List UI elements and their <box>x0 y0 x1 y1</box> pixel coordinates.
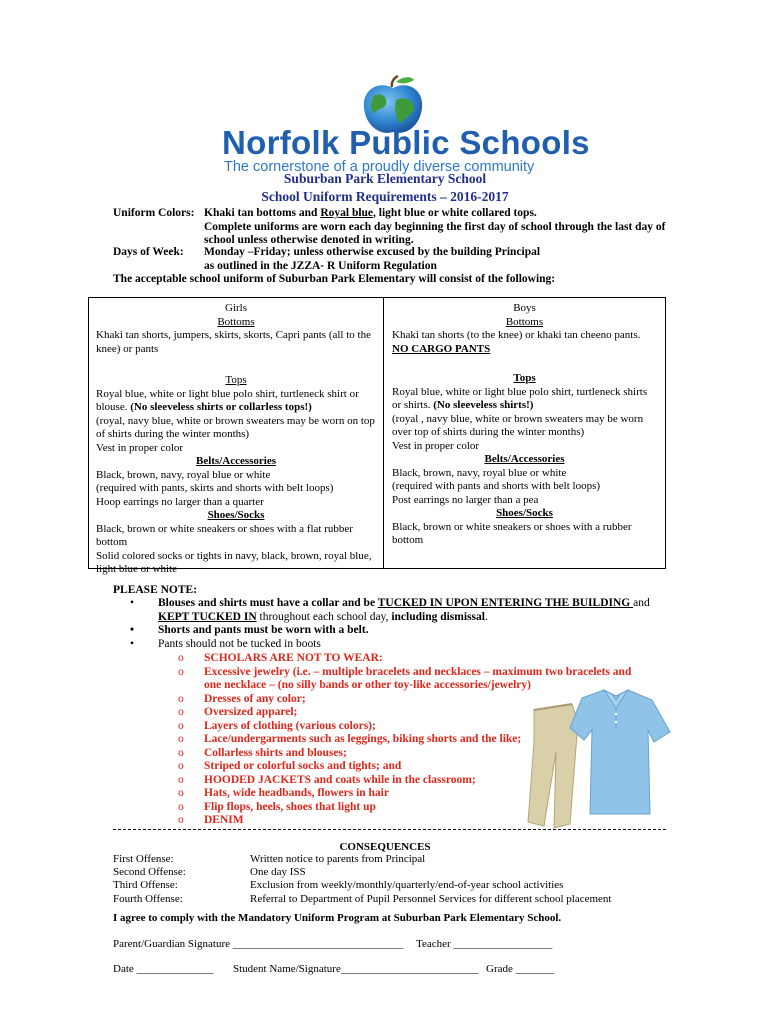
not-to-wear-text: Collarless shirts and blouses; <box>204 746 347 759</box>
bullet-belt: • Shorts and pants must be worn with a belt. <box>130 624 650 638</box>
section-divider <box>113 829 666 830</box>
list-marker: o <box>178 787 184 799</box>
girls-heading: Girls <box>225 302 247 314</box>
boys-belts-text: Black, brown, navy, royal blue or white <box>392 466 567 479</box>
boys-column <box>384 298 665 568</box>
girls-bottoms-heading: Bottoms <box>217 315 255 328</box>
bullet-boots: • Pants should not be tucked in boots <box>130 638 650 652</box>
boys-sweater-note: (royal , navy blue, white or brown sweaters may be worn over top of shirts during the winter months) <box>392 412 644 438</box>
student-signature-field[interactable]: Student Name/Signature_________________________ <box>233 963 479 975</box>
girls-earrings-note: Hoop earrings no larger than a quarter <box>96 495 264 508</box>
list-marker: o <box>178 746 184 759</box>
not-to-wear-text: SCHOLARS ARE NOT TO WEAR: <box>204 652 383 664</box>
parent-signature-field[interactable]: Parent/Guardian Signature _______________________________ <box>113 938 404 950</box>
offense-text: One day ISS <box>250 866 306 879</box>
not-to-wear-text: DENIM <box>204 814 244 826</box>
brand-name: Norfolk Public Schools <box>222 124 590 161</box>
date-field[interactable]: Date ______________ <box>113 963 214 975</box>
days-of-week-label: Days of Week: <box>113 246 184 258</box>
consequences-title: CONSEQUENCES <box>339 841 431 853</box>
girls-tops-text: Royal blue, white or light blue polo shirt, turtleneck shirt or blouse. (No sleeveless shirts or collarless tops!) <box>96 387 359 413</box>
boys-shoes-text: Black, brown or white sneakers or shoes with a rubber bottom <box>392 520 632 546</box>
uniform-colors-text: Khaki tan bottoms and Royal blue, light blue or white collared tops. Complete uniforms are worn each day beginning the first day of school through the last day of school unless otherwise denoted in writing. <box>204 207 666 246</box>
brand-tagline: The cornerstone of a proudly diverse community <box>224 159 535 175</box>
not-to-wear-text: Oversized apparel; <box>204 706 298 718</box>
girls-tops-heading: Tops <box>225 374 247 386</box>
girls-column <box>89 298 384 575</box>
boys-vest-note: Vest in proper color <box>392 439 480 452</box>
girls-socks-text: Solid colored socks or tights in navy, black, brown, royal blue, light blue or white <box>96 549 372 575</box>
not-to-wear-text: Hats, wide headbands, flowers in hair <box>204 787 389 799</box>
girls-bottoms-text: Khaki tan shorts, jumpers, skirts, skorts, Capri pants (all to the knee) or pants <box>96 329 371 355</box>
please-note-title: PLEASE NOTE: <box>113 584 198 596</box>
not-to-wear-text: Excessive jewelry (i.e. – multiple bracelets and necklaces – maximum two bracelets and one necklace – (no silly bands or other toy-like accessories/jewelry) <box>204 665 632 691</box>
grade-field[interactable]: Grade _______ <box>486 963 555 975</box>
girls-sweater-note: (royal, navy blue, white or brown sweaters may be worn on top of shirts during the winter months) <box>96 414 375 440</box>
offense-labels <box>113 853 186 906</box>
uniform-colors-label: Uniform Colors: <box>113 207 195 219</box>
offense-text: Referral to Department of Pupil Personnel Services for different school placement <box>250 892 612 905</box>
uniform-table <box>88 297 666 575</box>
girls-shoes-text: Black, brown or white sneakers or shoes with a flat rubber bottom <box>96 522 353 548</box>
teacher-field[interactable]: Teacher __________________ <box>416 938 553 950</box>
list-marker: o <box>178 692 184 705</box>
girls-belts-note: (required with pants, skirts and shorts with belt loops) <box>96 482 334 494</box>
document-title: School Uniform Requirements – 2016-2017 <box>261 189 509 204</box>
not-to-wear-text: Layers of clothing (various colors); <box>204 719 376 732</box>
school-name: Suburban Park Elementary School <box>283 171 487 186</box>
boys-tops-heading: Tops <box>513 372 536 384</box>
boys-bottoms-heading: Bottoms <box>505 315 544 328</box>
days-of-week-text: Monday –Friday; unless otherwise excused by the building Principal as outlined in the JZZA- R Uniform Regulation <box>204 246 541 272</box>
not-to-wear-text: Flip flops, heels, shoes that light up <box>204 800 376 813</box>
boys-cargo-note: NO CARGO PANTS <box>392 342 491 355</box>
list-marker: o <box>178 800 184 813</box>
not-to-wear-heading <box>178 652 648 666</box>
list-marker: o <box>178 733 184 745</box>
list-marker: o <box>178 665 184 678</box>
norfolk-logo <box>200 74 590 175</box>
not-to-wear-text: Dresses of any color; <box>204 692 306 705</box>
list-marker: o <box>178 814 184 826</box>
girls-shoes-heading: Shoes/Socks <box>207 509 265 521</box>
list-marker: o <box>178 773 184 786</box>
boys-belts-note: (required with pants and shorts with belt loops) <box>392 480 601 492</box>
offense-label: First Offense: <box>113 853 174 865</box>
agreement-statement: I agree to comply with the Mandatory Uniform Program at Suburban Park Elementary School. <box>113 912 562 924</box>
offense-consequences <box>250 853 611 906</box>
note-bullets <box>130 597 650 651</box>
girls-belts-heading: Belts/Accessories <box>195 455 277 467</box>
offense-label: Fourth Offense: <box>113 892 183 905</box>
offense-label: Second Offense: <box>113 866 186 879</box>
offense-label: Third Offense: <box>113 879 178 892</box>
boys-tops-text: Royal blue, white or light blue polo shirt, turtleneck shirts or shirts. (No sleeveless shirts!) <box>392 385 648 411</box>
boys-earrings-note: Post earrings no larger than a pea <box>392 493 539 506</box>
list-marker: o <box>178 760 184 772</box>
list-marker: o <box>178 719 184 732</box>
offense-text: Exclusion from weekly/monthly/quarterly/end-of-year school activities <box>250 879 564 892</box>
boys-belts-heading: Belts/Accessories <box>484 453 565 465</box>
acceptable-uniform-statement: The acceptable school uniform of Suburban Park Elementary will consist of the following: <box>113 273 556 285</box>
boys-heading: Boys <box>513 302 536 314</box>
not-to-wear-text: Lace/undergarments such as leggings, biking shorts and the like; <box>204 733 522 745</box>
list-marker: o <box>178 706 184 718</box>
girls-belts-text: Black, brown, navy, royal blue or white <box>96 468 271 481</box>
offense-text: Written notice to parents from Principal <box>250 853 426 865</box>
not-to-wear-text: Striped or colorful socks and tights; and <box>204 760 402 772</box>
boys-bottoms-text: Khaki tan shorts (to the knee) or khaki tan cheeno pants. <box>392 329 641 341</box>
boys-shoes-heading: Shoes/Socks <box>496 507 553 519</box>
girls-vest-note: Vest in proper color <box>96 441 184 454</box>
not-to-wear-text: HOODED JACKETS and coats while in the classroom; <box>204 773 476 786</box>
uniform-clothing-image <box>520 682 672 830</box>
bullet-tucked-in: • Blouses and shirts must have a collar and be TUCKED IN UPON ENTERING THE BUILDING and KEPT TUCKED IN throughout each school day, including dismissal. <box>130 597 650 624</box>
list-marker: o <box>178 652 184 664</box>
